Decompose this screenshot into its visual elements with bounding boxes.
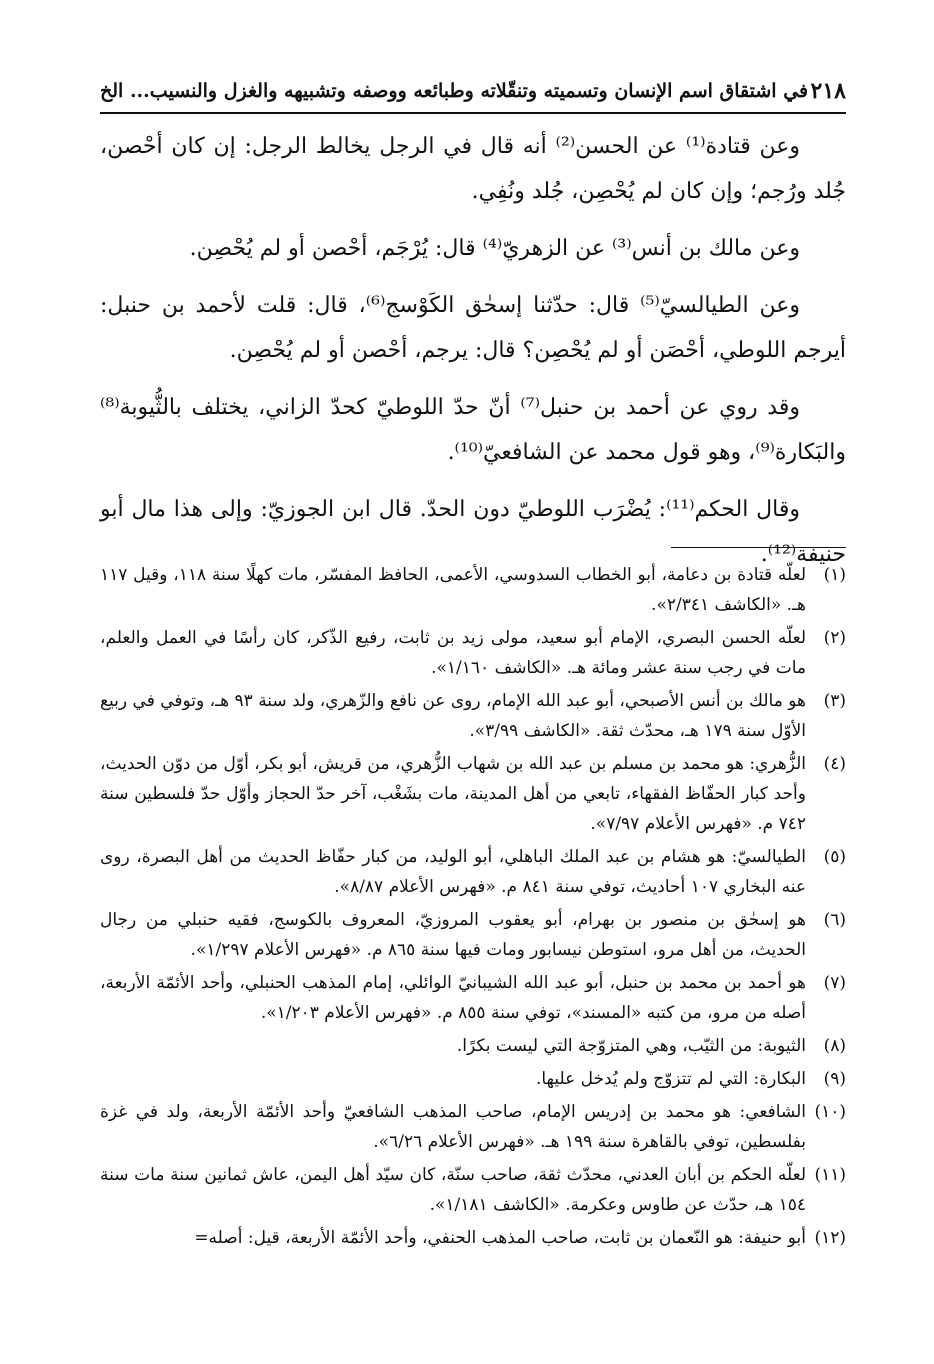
footnote-number: (٢) xyxy=(823,628,846,648)
footnote-number: (٧) xyxy=(823,973,846,993)
footnote-number: (٦) xyxy=(823,910,846,930)
footnote-text: البكارة: التي لم تتزوّج ولم يُدخل عليها. xyxy=(535,1069,806,1089)
footnote xyxy=(100,1223,846,1253)
footnote xyxy=(100,623,846,683)
footnote-text: الطيالسيّ: هو هشام بن عبد الملك الباهلي، أبو الوليد، من كبار حفّاظ الحديث من أهل البصرة، روى عنه البخاري ١٠٧ أحاديث، توفي سنة ٨٤١ م. «فهرس الأعلام ٨/٨٧». xyxy=(100,847,806,897)
footnote xyxy=(100,686,846,746)
footnote-number: (٥) xyxy=(823,847,846,867)
main-text xyxy=(100,124,846,589)
footnote xyxy=(100,1064,846,1094)
footnote-text: أبو حنيفة: هو النّعمان بن ثابت، صاحب المذهب الحنفي، وأحد الأئمّة الأربعة، قيل: أصله= xyxy=(194,1228,806,1248)
footnote-number: (٣) xyxy=(823,691,846,711)
footnote xyxy=(100,968,846,1028)
footnote-text: الزُّهري: هو محمد بن مسلم بن عبد الله بن شهاب الزُّهري، من قريش، أبو بكر، أوّل من دوّن الحديث، وأحد كبار الحفّاظ الفقهاء، تابعي من أهل المدينة، مات بشَغْب، آخر حدّ الحجاز وأوّل حدّ فلسطين سنة ٧٤٢ م. «فهرس الأعلام ٧/٩٧». xyxy=(100,754,806,834)
paragraph: وقال الحكم⁽¹¹⁾: يُضْرَب اللوطيّ دون الحدّ. قال ابن الجوزيّ: وإلى هذا مال أبو حنيفة⁽¹²⁾. xyxy=(100,497,846,567)
paragraph: وقد روي عن أحمد بن حنبل⁽⁷⁾ أنّ حدّ اللوطيّ كحدّ الزاني، يختلف بالثُّيوبة⁽⁸⁾ والبَكارة⁽⁹⁾، وهو قول محمد عن الشافعيّ⁽¹⁰⁾. xyxy=(100,395,846,465)
footnote-number: (١٠) xyxy=(814,1102,846,1122)
footnote-number: (٤) xyxy=(823,754,846,774)
footnote-text: هو أحمد بن محمد بن حنبل، أبو عبد الله الشيبانيّ الوائلي، إمام المذهب الحنبلي، وأحد الأئمّة الأربعة، أصله من مرو، من كتبه «المسند»، توفي سنة ٨٥٥ م. «فهرس الأعلام ١/٢٠٣». xyxy=(100,973,806,1023)
footnote-text: هو إسحٰق بن منصور بن بهرام، أبو يعقوب المروزيّ، المعروف بالكوسج، فقيه حنبلي من رجال الحديث، من أهل مرو، استوطن نيسابور ومات فيها سنة ٨٦٥ م. «فهرس الأعلام ١/٢٩٧». xyxy=(100,910,806,960)
paragraph: وعن مالك بن أنس⁽³⁾ عن الزهريّ⁽⁴⁾ قال: يُرْجَم، أحْصن أو لم يُحْصِن. xyxy=(189,236,800,261)
footnote-separator xyxy=(671,547,846,548)
footnote-text: هو مالك بن أنس الأصبحي، أبو عبد الله الإمام، روى عن نافع والزّهري، ولد سنة ٩٣ هـ، وتوفي في ربيع الأوّل سنة ١٧٩ هـ، محدّث ثقة. «الكاشف ٣/٩٩». xyxy=(100,691,806,741)
page-header xyxy=(100,74,846,114)
paragraph: وعن الطيالسيّ⁽⁵⁾ قال: حدّثنا إسحٰق الكَوْسج⁽⁶⁾، قال: قلت لأحمد بن حنبل: أيرجم اللوطي، أحْصَن أو لم يُحْصِن؟ قال: يرجم، أحْصن أو لم يُحْصِن. xyxy=(100,293,846,363)
paragraph: وعن قتادة⁽¹⁾ عن الحسن⁽²⁾ أنه قال في الرجل يخالط الرجل: إن كان أحْصن، جُلد ورُجم؛ وإن كان لم يُحْصِن، جُلد ونُفِي. xyxy=(100,134,846,204)
footnote xyxy=(100,1097,846,1157)
footnote-number: (٨) xyxy=(823,1036,846,1056)
footnote-text: الشافعي: هو محمد بن إدريس الإمام، صاحب المذهب الشافعيّ وأحد الأئمّة الأربعة، ولد في غزة بفلسطين، توفي بالقاهرة سنة ١٩٩ هـ. «فهرس الأعلام ٦/٢٦». xyxy=(100,1102,806,1152)
footnote-text: لعلّه الحكم بن أبان العدني، محدّث ثقة، صاحب سنّة، كان سيّد أهل اليمن، عاش ثمانين سنة مات سنة ١٥٤ هـ، حدّث عن طاوس وعكرمة. «الكاشف ١/١٨١». xyxy=(100,1165,806,1215)
footnote xyxy=(100,905,846,965)
footnote xyxy=(100,560,846,620)
footnotes xyxy=(100,560,846,1256)
footnote xyxy=(100,842,846,902)
footnote-number: (١٢) xyxy=(814,1228,846,1248)
footnote-number: (١١) xyxy=(814,1165,846,1185)
footnote xyxy=(100,1160,846,1220)
footnote-text: الثيوبة: من الثيّب، وهي المتزوّجة التي ليست بكرًا. xyxy=(456,1036,806,1056)
footnote-text: لعلّه الحسن البصري، الإمام أبو سعيد، مولى زيد بن ثابت، رفيع الذّكر، كان رأسًا في العمل والعلم، مات في رجب سنة عشر ومائة هـ. «الكاشف ١/١٦٠». xyxy=(100,628,806,678)
footnote-text: لعلّه قتادة بن دعامة، أبو الخطاب السدوسي، الأعمى، الحافظ المفسّر، مات كهلًا سنة ١١٨، وقيل ١١٧ هـ. «الكاشف ٢/٣٤١». xyxy=(100,565,806,615)
footnote-number: (١) xyxy=(823,565,846,585)
footnote xyxy=(100,749,846,839)
footnote xyxy=(100,1031,846,1061)
page-number: ٢١٨ xyxy=(810,78,846,104)
running-title: في اشتقاق اسم الإنسان وتسميته وتنقّلاته وطبائعه ووصفه وتشبيهه والغزل والنسيب... الخ xyxy=(100,80,809,102)
footnote-number: (٩) xyxy=(823,1069,846,1089)
